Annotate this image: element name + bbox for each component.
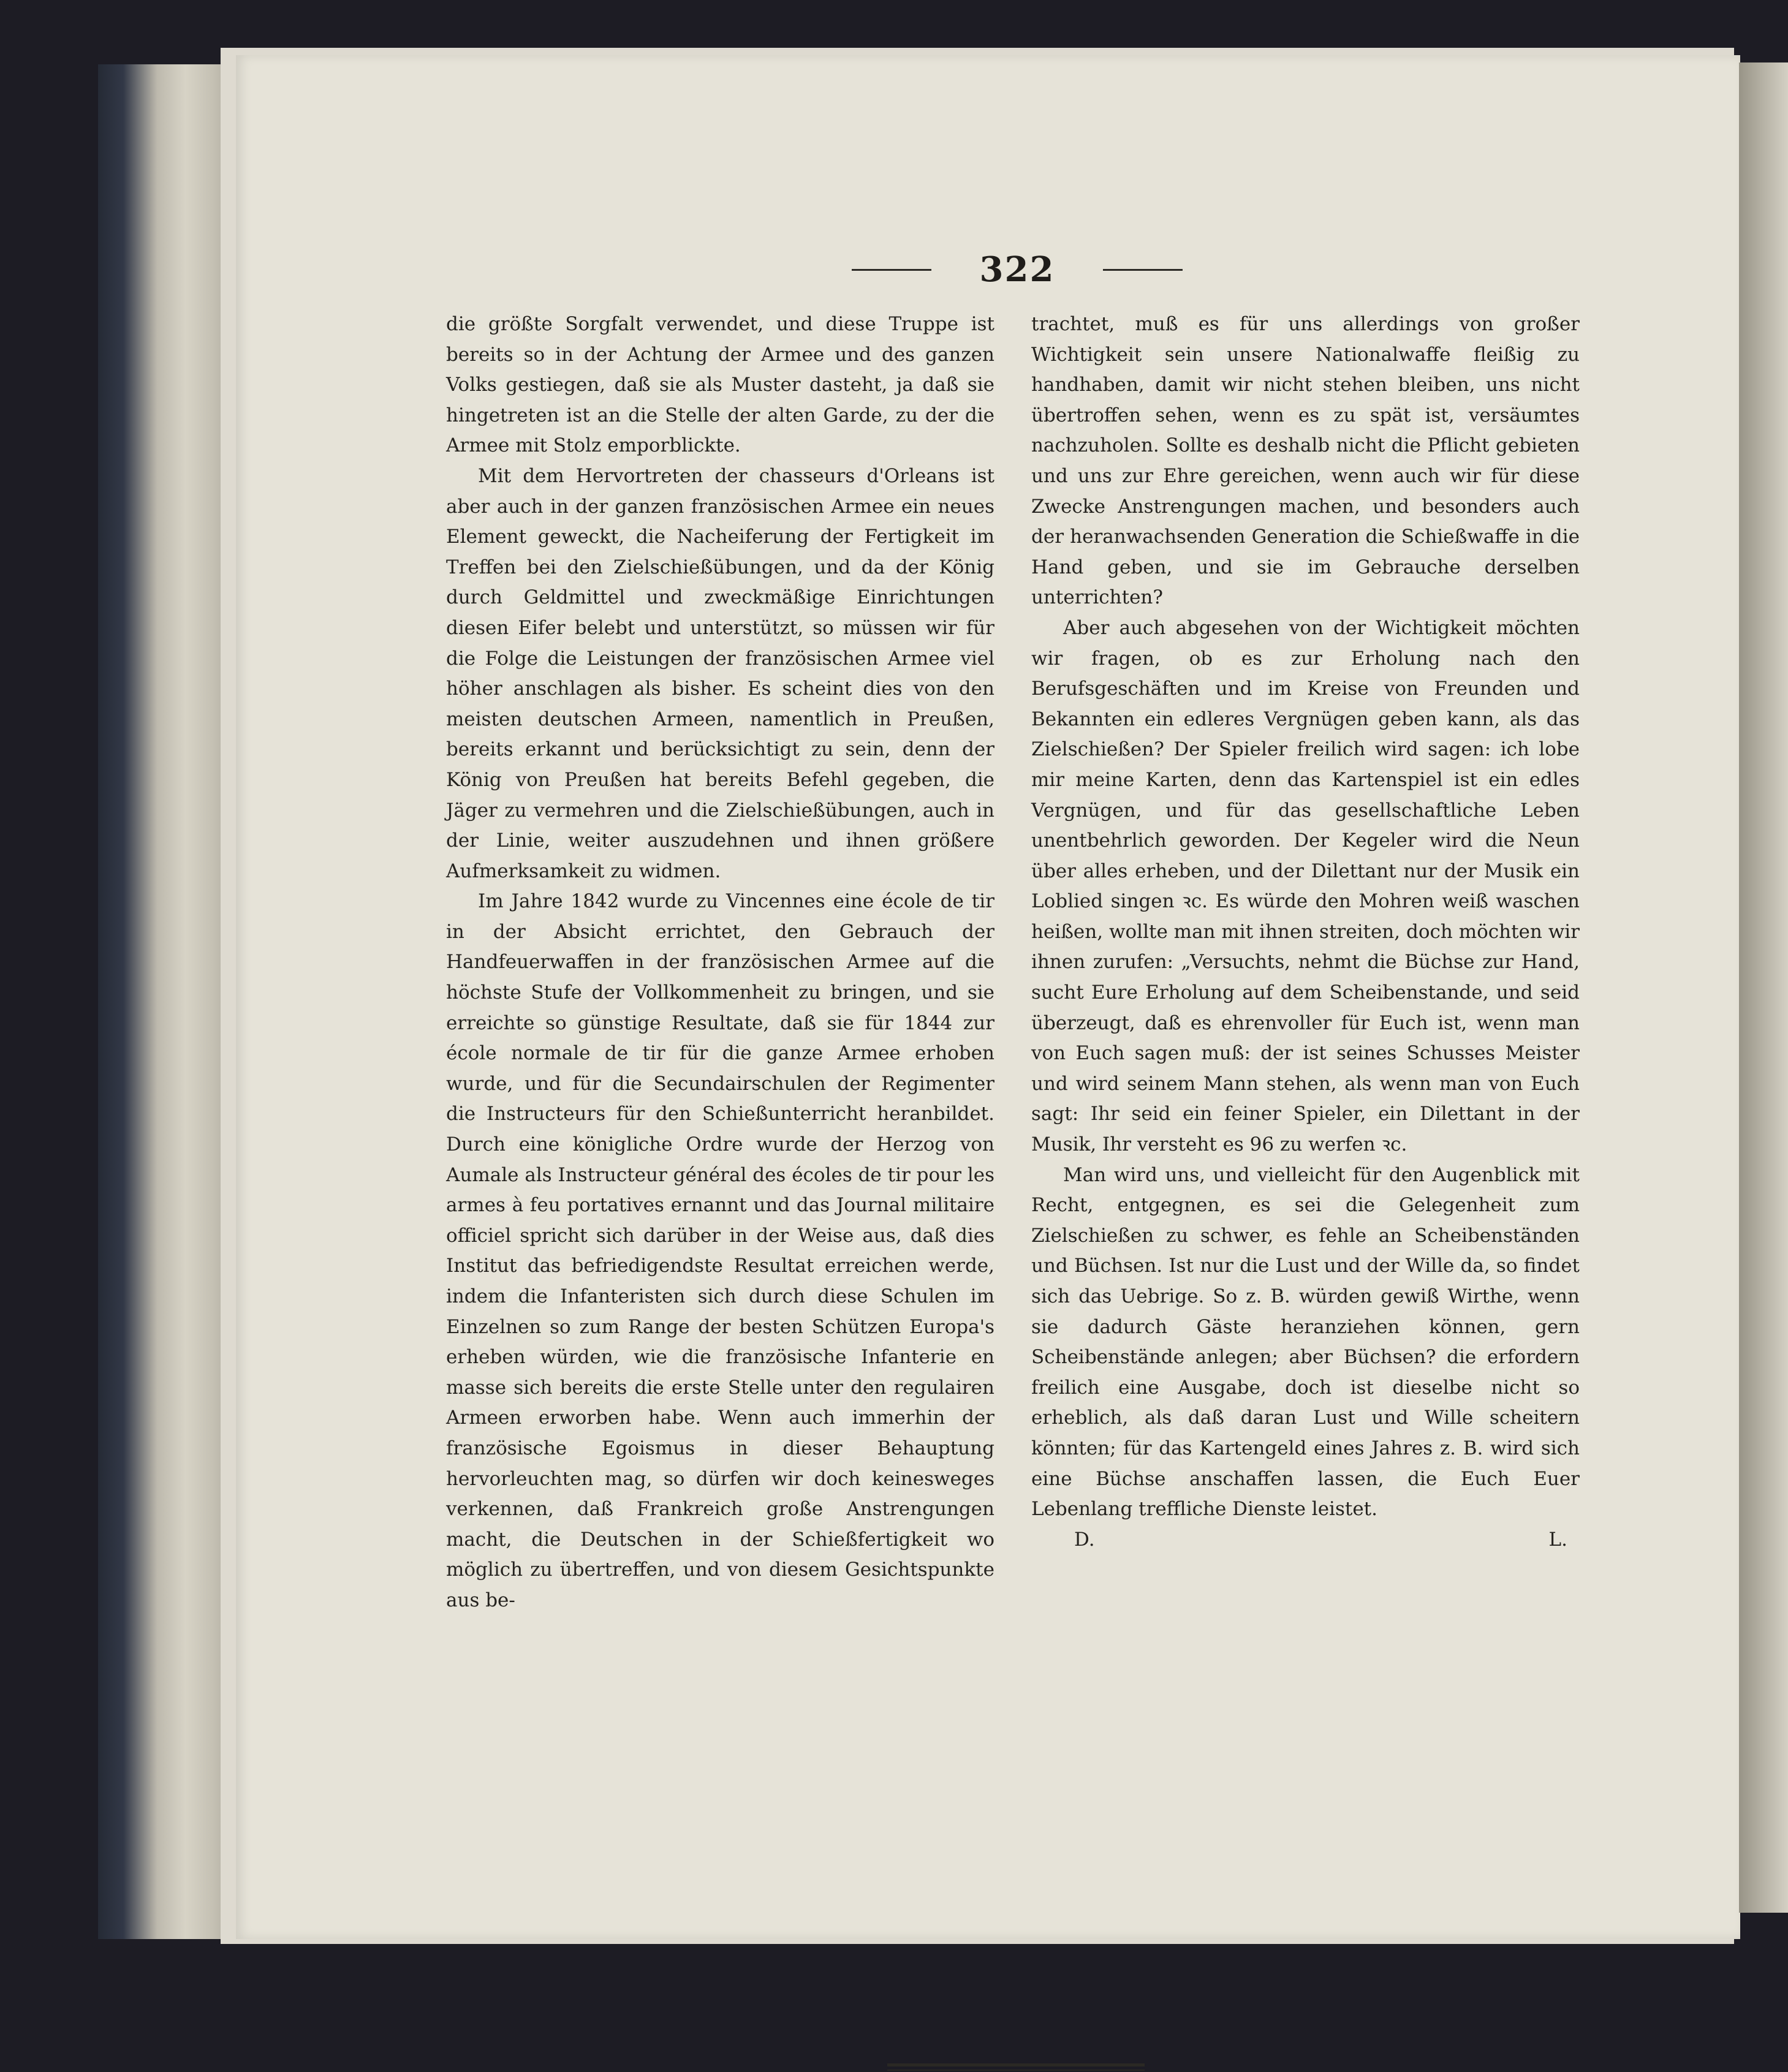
end-rule-thin [887, 2070, 1145, 2071]
right-column [1031, 309, 1580, 1555]
book-page-stack [98, 64, 239, 1939]
right-paragraph-1: trachtet, muß es für uns allerdings von großer Wichtigkeit sein unsere Nationalwaffe fleißig zu handhaben, damit wir nicht stehen bleiben, uns nicht übertroffen sehen, wenn es zu spät ist, versäumtes nachzuholen. Sollte es deshalb nicht die Pflicht gebieten und uns zur Ehre gereichen, wenn auch wir für diese Zwecke Anstrengungen machen, und besonders auch der heranwachsenden Generation die Schießwaffe in die Hand geben, und sie im Gebrauche derselben unterrichten? [1031, 313, 1580, 609]
left-paragraph-3: Im Jahre 1842 wurde zu Vincennes eine école de tir in der Absicht errichtet, den Gebrauch der Handfeuerwaffen in der französischen Armee auf die höchste Stufe der Vollkommenheit zu bringen, und sie erreichte so günstige Resultate, daß sie für 1844 zur école normale de tir für die ganze Armee erhoben wurde, und für die Secundairschulen der Regimenter die Instructeurs für den Schießunterricht heranbildet. Durch eine königliche Ordre wurde der Herzog von Aumale als Instructeur général des écoles de tir pour les armes à feu portatives ernannt und das Journal militaire officiel spricht sich darüber in der Weise aus, daß dies Institut das befriedigendste Resultat erreichen werde, indem die Infanteristen sich durch diese Schulen im Einzelnen so zum Range der besten Schützen Europa's erheben würden, wie die französische Infanterie en masse sich bereits die erste Stelle unter den regulairen Armeen erworben habe. Wenn auch immerhin der französische Egoismus in dieser Behauptung hervorleuchten mag, so dürfen wir doch keinesweges verkennen, daß Frankreich große Anstrengungen macht, die Deutschen in der Schießfertigkeit wo möglich zu übertreffen, und von diesem Gesichtspunkte aus be- [446, 890, 994, 1611]
left-column [446, 309, 994, 1616]
left-paragraph-2: Mit dem Hervortreten der chasseurs d'Orleans ist aber auch in der ganzen französischen Armee ein neues Element geweckt, die Nacheiferung der Fertigkeit im Treffen bei den Zielschießübungen, und da der König durch Geldmittel und zweckmäßige Einrichtungen diesen Eifer belebt und unterstützt, so müssen wir für die Folge die Leistungen der französischen Armee viel höher anschlagen als bisher. Es scheint dies von den meisten deutschen Armeen, namentlich in Preußen, bereits erkannt und berücksichtigt zu sein, denn der König von Preußen hat bereits Befehl gegeben, die Jäger zu vermehren und die Zielschießübungen, auch in der Linie, weiter auszudehnen und ihnen größere Aufmerksamkeit zu widmen. [446, 464, 994, 882]
end-rule [887, 2063, 1145, 2072]
signature-right: L. [1548, 1528, 1567, 1551]
left-paragraph-1: die größte Sorgfalt verwendet, und diese Truppe ist bereits so in der Achtung der Armee und des ganzen Volks gestiegen, daß sie als Muster dasteht, ja daß sie hingetreten ist an die Stelle der alten Garde, zu der die Armee mit Stolz emporblickte. [446, 313, 994, 457]
author-signature [1031, 1525, 1580, 1556]
right-paragraph-2: Aber auch abgesehen von der Wichtigkeit möchten wir fragen, ob es zur Erholung nach den Berufsgeschäften und im Kreise von Freunden und Bekannten ein edleres Vergnügen geben kann, als das Zielschießen? Der Spieler freilich wird sagen: ich lobe mir meine Karten, denn das Kartenspiel ist ein edles Vergnügen, und für das gesellschaftliche Leben unentbehrlich geworden. Der Kegeler wird die Neun über alles erheben, und der Dilettant nur der Musik ein Loblied singen ꝛc. Es würde den Mohren weiß waschen heißen, wollte man mit ihnen streiten, doch möchten wir ihnen zurufen: „Versuchts, nehmt die Büchse zur Hand, sucht Eure Erholung auf dem Scheibenstande, und seid überzeugt, daß es ehrenvoller für Euch ist, wenn man von Euch sagen muß: der ist seines Schusses Meister und wird seinem Mann stehen, als wenn man von Euch sagt: Ihr seid ein feiner Spieler, ein Dilettant in der Musik, Ihr versteht es 96 zu werfen ꝛc. [1031, 616, 1580, 1156]
header-rule-right [1103, 269, 1183, 271]
page-header [852, 245, 1183, 294]
end-rule-thick [887, 2063, 1145, 2066]
signature-left: D. [1074, 1528, 1095, 1551]
facing-page-edge [1739, 62, 1788, 1913]
header-rule-left [852, 269, 931, 271]
page-number: 322 [979, 249, 1055, 290]
right-paragraph-3: Man wird uns, und vielleicht für den Augenblick mit Recht, entgegnen, es sei die Gelegenheit zum Zielschießen zu schwer, es fehle an Scheibenständen und Büchsen. Ist nur die Lust und der Wille da, so findet sich das Uebrige. So z. B. würden gewiß Wirthe, wenn sie dadurch Gäste heranziehen können, gern Scheibenstände anlegen; aber Büchsen? die erfordern freilich eine Ausgabe, doch ist dieselbe nicht so erheblich, als daß daran Lust und Wille scheitern könnten; für das Kartengeld eines Jahres z. B. wird sich eine Büchse anschaffen lassen, die Euch Euer Lebenlang treffliche Dienste leistet. [1031, 1163, 1580, 1521]
